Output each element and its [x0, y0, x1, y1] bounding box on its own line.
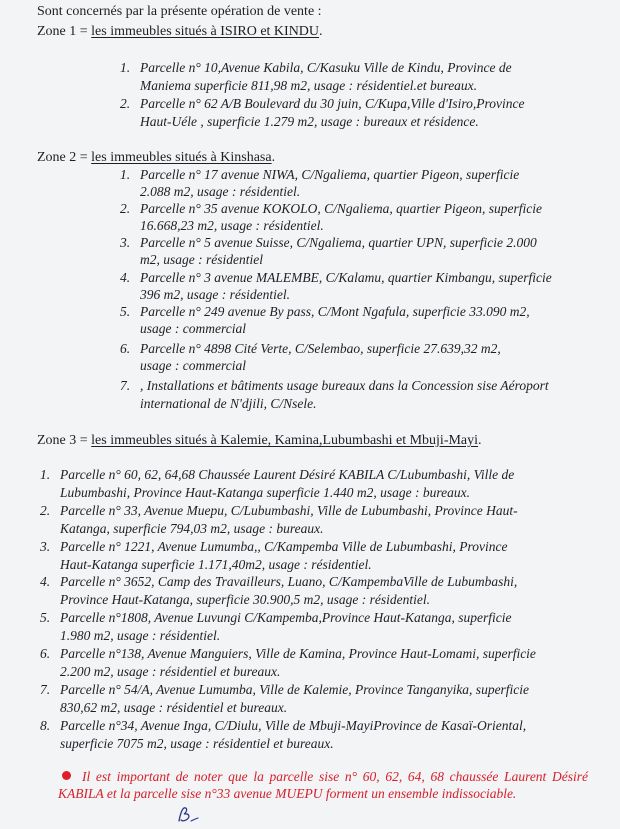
- item-line: Parcelle n° 33, Avenue Muepu, C/Lubumbashi, Ville de Lubumbashi, Province Haut-: [60, 503, 518, 518]
- zone-3-prefix: Zone 3 =: [37, 433, 92, 448]
- item-number: 8.: [40, 718, 51, 733]
- intro-text: Sont concernés par la présente opération de vente :: [37, 4, 322, 19]
- item-line: Lubumbashi, Province Haut-Katanga superficie 1.440 m2, usage : bureaux.: [60, 485, 470, 500]
- zone-2-title: les immeubles situés à Kinshasa: [91, 150, 272, 165]
- item-line: Parcelle n°34, Avenue Inga, C/Diulu, Ville de Mbuji-MayiProvince de Kasaï-Oriental,: [60, 718, 527, 733]
- item-number: 2.: [40, 503, 51, 518]
- item-line: Parcelle n° 62 A/B Boulevard du 30 juin, C/Kupa,Ville d'Isiro,Province: [140, 96, 525, 111]
- item-line: , Installations et bâtiments usage bureaux dans la Concession sise Aéroport: [140, 378, 549, 393]
- zone-3-title: les immeubles situés à Kalemie, Kamina,Lubumbashi et Mbuji-Mayi: [91, 433, 479, 448]
- item-number: 2.: [120, 201, 131, 216]
- item-line: Parcelle n° 4898 Cité Verte, C/Selembao, superficie 27.639,32 m2,: [140, 341, 501, 356]
- item-line: Katanga, superficie 794,03 m2, usage : bureaux.: [60, 521, 324, 536]
- item-line: Haut-Uéle , superficie 1.279 m2, usage : bureaux et résidence.: [140, 114, 479, 129]
- zone-2-heading: [37, 150, 275, 166]
- zone-2-suffix: .: [271, 150, 276, 165]
- item-line: international de N'djili, C/Nsele.: [140, 396, 317, 411]
- item-number: 7.: [120, 378, 131, 393]
- item-line: Parcelle n° 17 avenue NIWA, C/Ngaliema, quartier Pigeon, superficie: [140, 167, 520, 182]
- item-line: Parcelle n° 3 avenue MALEMBE, C/Kalamu, quartier Kimbangu, superficie: [140, 270, 552, 285]
- item-line: Haut-Katanga superficie 1.171,40m2, usage : résidentiel.: [60, 557, 372, 572]
- zone-1-suffix: .: [319, 24, 323, 39]
- zone-1-prefix: Zone 1 =: [37, 24, 92, 39]
- item-number: 4.: [120, 270, 131, 285]
- item-line: Parcelle n°138, Avenue Manguiers, Ville de Kamina, Province Haut-Lomami, superficie: [60, 646, 536, 661]
- item-line: 830,62 m2, usage : résidentiel et bureaux.: [60, 700, 288, 715]
- zone-2-prefix: Zone 2 =: [37, 150, 92, 165]
- item-line: Maniema superficie 811,98 m2, usage : résidentiel.et bureaux.: [140, 78, 478, 93]
- item-line: 396 m2, usage : résidentiel.: [140, 287, 290, 302]
- zone-3-heading: [37, 433, 482, 449]
- item-number: 3.: [120, 235, 131, 250]
- item-line: Parcelle n° 1221, Avenue Lumumba,, C/Kampemba Ville de Lubumbashi, Province: [60, 539, 508, 554]
- item-number: 3.: [40, 539, 51, 554]
- item-line: Parcelle n° 3652, Camp des Travailleurs, Luano, C/KampembaVille de Lubumbashi,: [60, 574, 518, 589]
- item-number: 5.: [40, 610, 51, 625]
- zone-1-title: les immeubles situés à ISIRO et KINDU: [91, 24, 320, 39]
- item-line: Parcelle n° 10,Avenue Kabila, C/Kasuku Ville de Kindu, Province de: [140, 60, 512, 75]
- item-line: Parcelle n° 60, 62, 64,68 Chaussée Laurent Désiré KABILA C/Lubumbashi, Ville de: [60, 467, 515, 482]
- item-line: 16.668,23 m2, usage : résidentiel.: [140, 218, 324, 233]
- item-number: 7.: [40, 682, 51, 697]
- handwritten-initials-icon: [176, 806, 200, 824]
- item-number: 2.: [120, 96, 131, 111]
- item-line: usage : commercial: [140, 321, 246, 336]
- item-number: 1.: [120, 167, 131, 182]
- item-line: Parcelle n° 35 avenue KOKOLO, C/Ngaliema, quartier Pigeon, superficie: [140, 201, 542, 216]
- zone-1-heading: [37, 24, 323, 40]
- item-line: 2.088 m2, usage : résidentiel.: [140, 184, 301, 199]
- item-line: 1.980 m2, usage : résidentiel.: [60, 628, 221, 643]
- item-line: superficie 7075 m2, usage : résidentiel et bureaux.: [60, 736, 334, 751]
- item-line: 2.200 m2, usage : résidentiel et bureaux.: [60, 664, 281, 679]
- zone-3-suffix: .: [478, 433, 482, 448]
- item-number: 1.: [40, 467, 51, 482]
- item-number: 1.: [120, 60, 131, 75]
- item-line: Parcelle n° 5 avenue Suisse, C/Ngaliema, quartier UPN, superficie 2.000: [140, 235, 537, 250]
- item-number: 4.: [40, 574, 51, 589]
- item-line: Parcelle n°1808, Avenue Luvungi C/Kampemba,Province Haut-Katanga, superficie: [60, 610, 512, 625]
- item-number: 6.: [40, 646, 51, 661]
- important-note: Il est important de noter que la parcelle sise n° 60, 62, 64, 68 chaussée Laurent Désiré KABILA et la parcelle sise n°33 avenue MUEPU forment un ensemble indissociable.: [58, 769, 588, 801]
- item-line: usage : commercial: [140, 358, 246, 373]
- item-line: Parcelle n° 249 avenue By pass, C/Mont Ngafula, superficie 33.090 m2,: [140, 304, 530, 319]
- item-number: 6.: [120, 341, 131, 356]
- item-line: Province Haut-Katanga, superficie 30.900,5 m2, usage : résidentiel.: [60, 592, 430, 607]
- item-line: Parcelle n° 54/A, Avenue Lumumba, Ville de Kalemie, Province Tanganyika, superficie: [60, 682, 530, 697]
- item-number: 5.: [120, 304, 131, 319]
- item-line: m2, usage : résidentiel: [140, 252, 263, 267]
